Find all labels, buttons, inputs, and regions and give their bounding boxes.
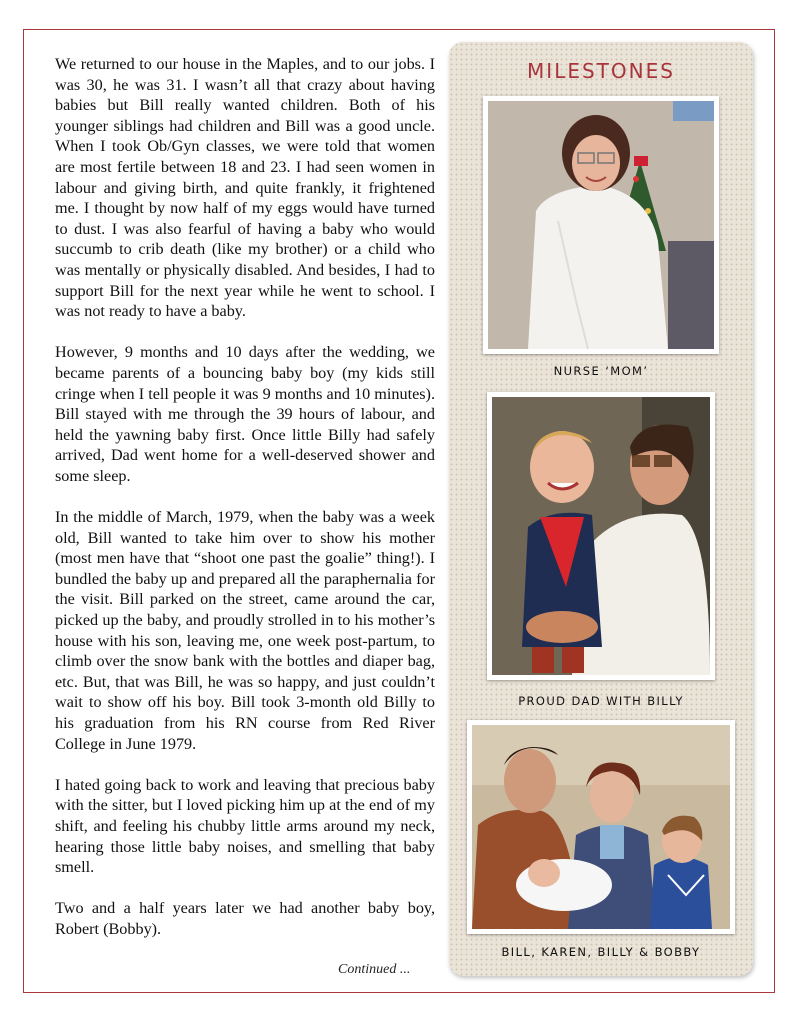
story-paragraph-4: I hated going back to work and leaving that precious baby with the sitter, but I loved picking him up at the end of my shift, and feeling his chubby little arms around my neck, hearing those little baby noises, and smelling that baby smell. <box>55 775 435 877</box>
photo-family <box>467 720 735 934</box>
story-paragraph-5: Two and a half years later we had another baby boy, Robert (Bobby). <box>55 899 435 938</box>
photo-proud-dad <box>487 392 715 680</box>
milestones-sidebar <box>449 42 753 976</box>
story-paragraph-3: In the middle of March, 1979, when the baby was a week old, Bill wanted to take him over to show his mother (most men have that “shoot one past the goalie” thing!). I bundled the baby up and prepared all the paraphernalia for the visit. Bill parked on the street, came around the car, picked up the baby, and proudly strolled in to his mother’s house with his son, leaving me, one week post-partum, to climb over the snow bank with the bottles and diaper bag, etc. But, that was Bill, he was so happy, and just couldn’t wait to show off his boy. Bill took 3-month old Billy to his graduation from his RN course from Red River College in June 1979. <box>55 508 435 753</box>
continued-note: Continued ... <box>338 962 411 977</box>
sidebar-title: MILESTONES <box>527 59 675 83</box>
photo-proud-dad-caption: PROUD DAD WITH BILLY <box>518 694 684 708</box>
photo-nurse-mom <box>483 96 719 354</box>
photo-family-caption: BILL, KAREN, BILLY & BOBBY <box>501 945 701 959</box>
story-paragraph-1: We returned to our house in the Maples, and to our jobs. I was 30, he was 31. I wasn’t all that crazy about having babies but Bill really wanted children. Both of his younger siblings had children and Bill was a good uncle. When I took Ob/Gyn classes, we were told that women are most fertile between 18 and 23. I had seen women in labour and giving birth, and quite frankly, it frightened me. I thought by now half of my eggs would have turned to dust. I was also fearful of having a baby who would succumb to crib death (like my brother) or a child who was mentally or physically disabled. And besides, I had to support Bill for the next year while he went to school. I was not ready to have a baby. <box>55 55 435 321</box>
photo-proud-dad-image <box>492 397 710 675</box>
photo-nurse-mom-caption: NURSE ‘MOM’ <box>553 364 649 378</box>
photo-nurse-mom-image <box>488 101 714 349</box>
story-text <box>55 54 435 960</box>
photo-family-image <box>472 725 730 929</box>
story-paragraph-2: However, 9 months and 10 days after the wedding, we became parents of a bouncing baby boy (my kids still cringe when I tell people it was 9 months and 10 minutes). Bill stayed with me through the 39 hours of labour, and held the yawning baby first. Once little Billy had safely arrived, Dad went home for a well-deserved shower and some sleep. <box>55 343 435 485</box>
